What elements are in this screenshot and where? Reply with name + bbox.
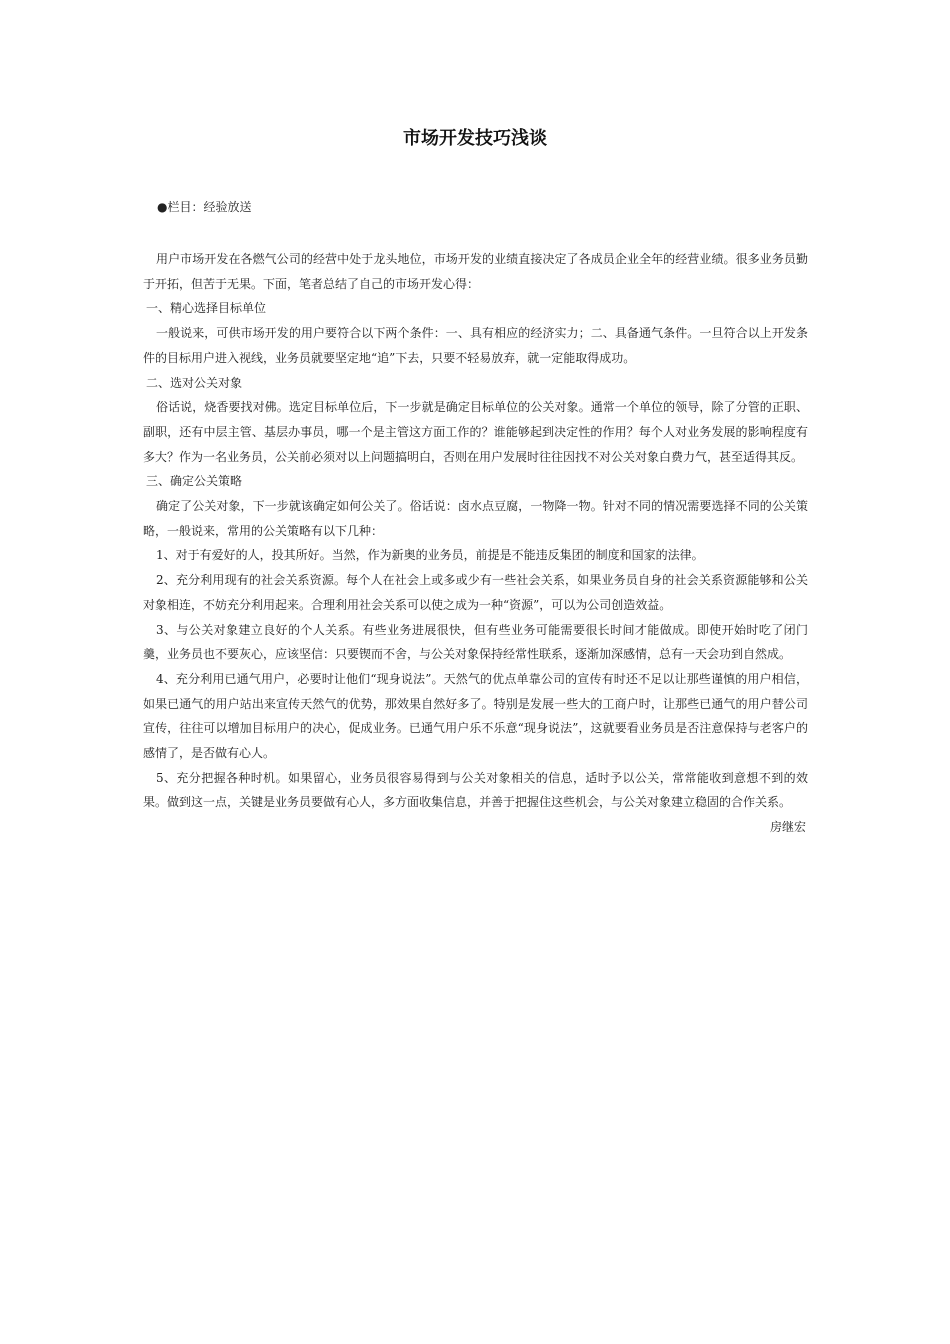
section-heading-3: 三、确定公关策略	[146, 474, 243, 489]
strategy-item-5: 5、充分把握各种时机。如果留心，业务员很容易得到与公关对象相关的信息，适时予以公关，常常能收到意想不到的效果。做到这一点，关键是业务员要做有心人，多方面收集信息，并善于把握住这些机会，与公关对象建立稳固的合作关系。	[143, 770, 808, 810]
section-paragraph-3: 确定了公关对象，下一步就该确定如何公关了。俗话说：卤水点豆腐，一物降一物。针对不同的情况需要选择不同的公关策略，一般说来，常用的公关策略有以下几种：	[143, 499, 808, 538]
section-heading-2: 二、选对公关对象	[146, 375, 243, 390]
section-heading-1: 一、精心选择目标单位	[146, 301, 267, 316]
section-paragraph-2: 俗话说，烧香要找对佛。选定目标单位后，下一步就是确定目标单位的公关对象。通常一个单位的领导，除了分管的正职、副职，还有中层主管、基层办事员，哪一个是主管这方面工作的？谁能够起到决定性的作用？每个人对业务发展的影响程度有多大？作为一名业务员，公关前必须对以上问题搞明白，否则在用户发展时往往因找不对公关对象白费力气，甚至适得其反。	[143, 400, 808, 464]
strategy-item-3: 3、与公关对象建立良好的个人关系。有些业务进展很快，但有些业务可能需要很长时间才能做成。即使开始时吃了闭门羹，业务员也不要灰心，应该坚信：只要锲而不舍，与公关对象保持经常性联系，逐渐加深感情，总有一天会功到自然成。	[143, 622, 808, 662]
strategy-item-2: 2、充分利用现有的社会关系资源。每个人在社会上或多或少有一些社会关系，如果业务员自身的社会关系资源能够和公关对象相连，不妨充分利用起来。合理利用社会关系可以使之成为一种“资源”，可以为公司创造效益。	[143, 573, 808, 612]
intro-paragraph: 用户市场开发在各燃气公司的经营中处于龙头地位，市场开发的业绩直接决定了各成员企业全年的经营业绩。很多业务员勤于开拓，但苦于无果。下面，笔者总结了自己的市场开发心得：	[143, 252, 808, 291]
author-name: 房继宏	[769, 820, 806, 835]
column-label: ●栏目：经验放送	[157, 200, 252, 214]
strategy-item-1: 1、对于有爱好的人，投其所好。当然，作为新奥的业务员，前提是不能违反集团的制度和国家的法律。	[156, 548, 704, 563]
article-title: 市场开发技巧浅谈	[403, 128, 547, 149]
article-body	[143, 247, 808, 840]
strategy-item-4: 4、充分利用已通气用户，必要时让他们“现身说法”。天然气的优点单靠公司的宣传有时还不足以让那些谨慎的用户相信，如果已通气的用户站出来宣传天然气的优势，那效果自然好多了。特别是发展一些大的工商户时，让那些已通气的用户替公司宣传，往往可以增加目标用户的决心，促成业务。已通气用户乐不乐意“现身说法”，这就要看业务员是否注意保持与老客户的感情了，是否做有心人。	[143, 671, 808, 761]
section-paragraph-1: 一般说来，可供市场开发的用户要符合以下两个条件：一、具有相应的经济实力；二、具备通气条件。一旦符合以上开发条件的目标用户进入视线，业务员就要坚定地“追”下去，只要不轻易放弃，就一定能取得成功。	[143, 326, 808, 365]
